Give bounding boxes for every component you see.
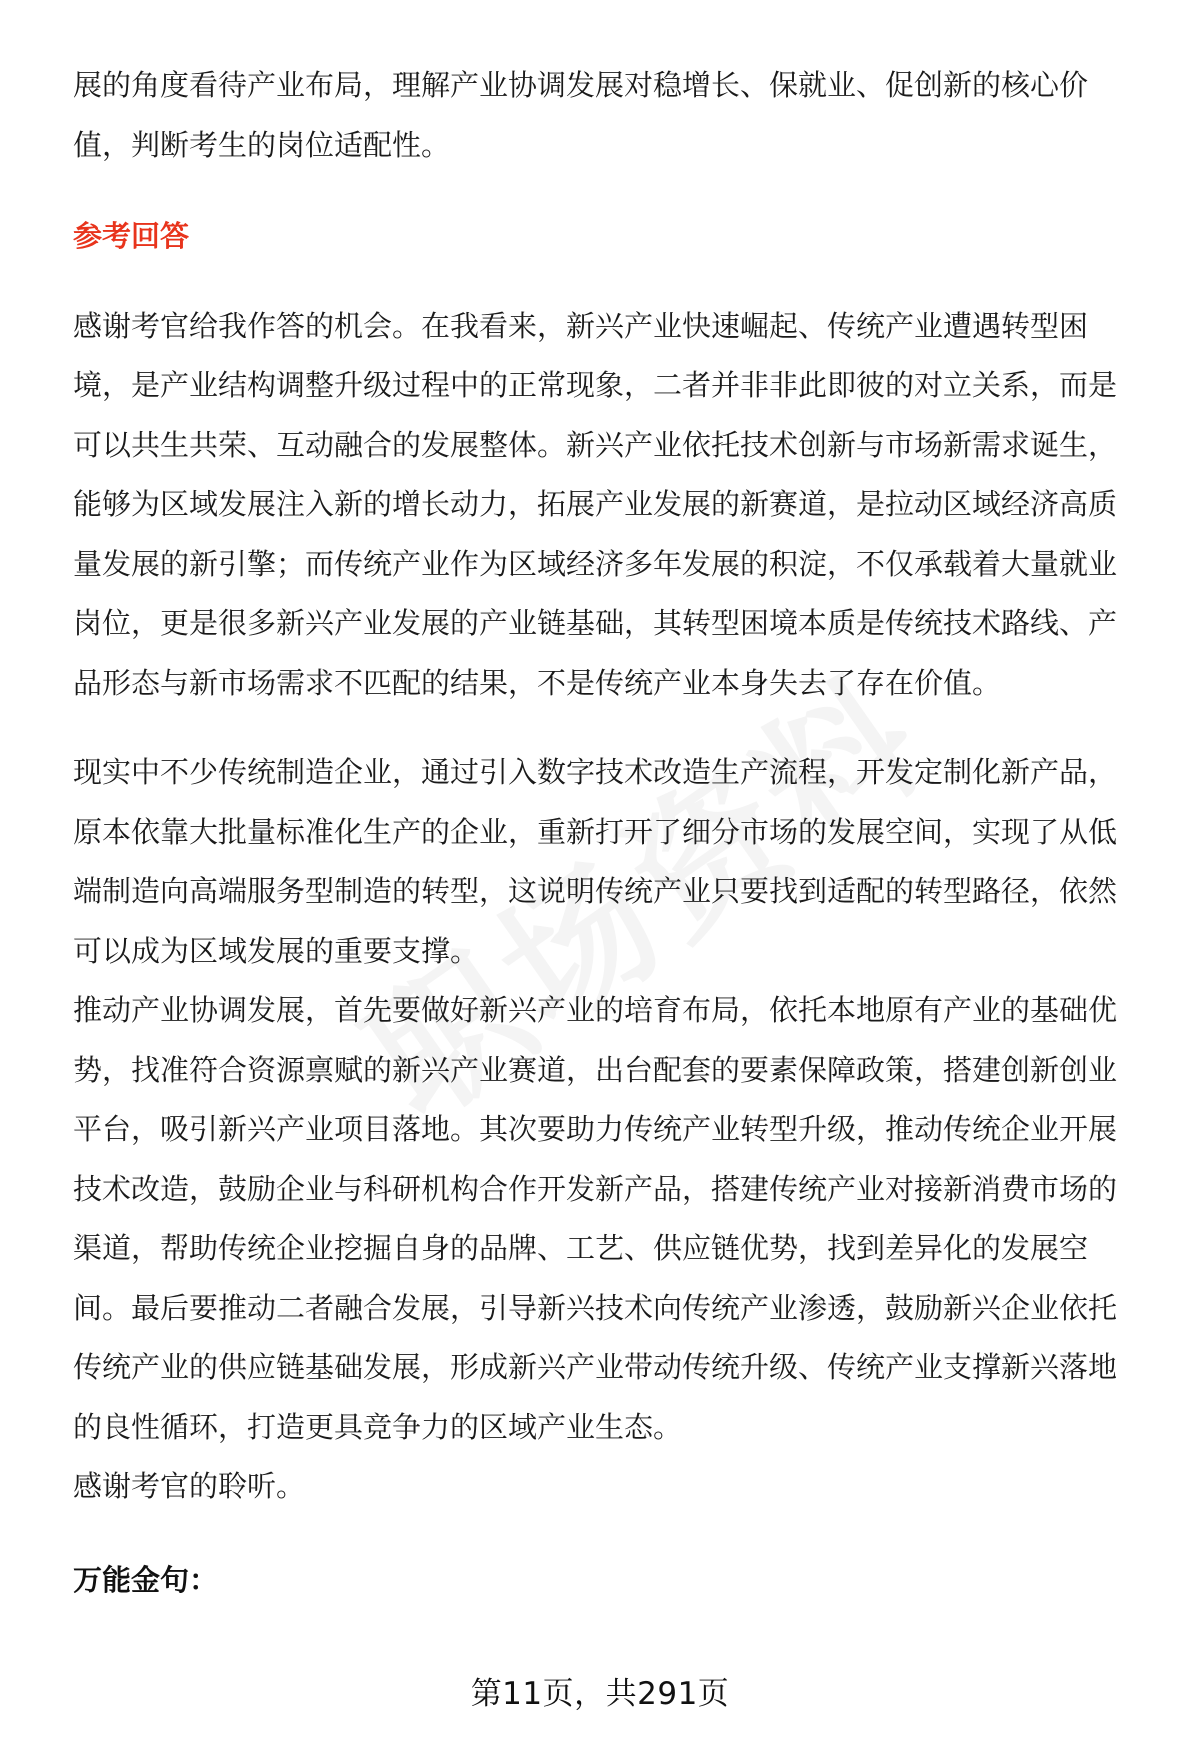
text-line: 原本依靠大批量标准化生产的企业，重新打开了细分市场的发展空间，实现了从低 bbox=[73, 814, 1118, 849]
text-line: 传统产业的供应链基础发展，形成新兴产业带动传统升级、传统产业支撑新兴落地 bbox=[73, 1350, 1118, 1384]
text-line: 可以成为区域发展的重要支撑。 bbox=[73, 933, 480, 968]
answer-paragraph-2 bbox=[73, 743, 1145, 981]
text-line: 岗位，更是很多新兴产业发展的产业链基础，其转型困境本质是传统技术路线、产 bbox=[73, 606, 1118, 640]
text-line: 境，是产业结构调整升级过程中的正常现象，二者并非非此即彼的对立关系，而是 bbox=[73, 368, 1118, 402]
golden-sentences-heading: 万能金句： bbox=[73, 1562, 219, 1597]
reference-answer-heading: 参考回答 bbox=[73, 219, 190, 253]
answer-paragraph-3 bbox=[73, 981, 1145, 1457]
closing-line bbox=[73, 1457, 1145, 1517]
text-line: 的良性循环，打造更具竞争力的区域产业生态。 bbox=[73, 1409, 683, 1444]
text-line: 技术改造，鼓励企业与科研机构合作开发新产品，搭建传统产业对接新消费市场的 bbox=[73, 1171, 1118, 1206]
text-line: 平台，吸引新兴产业项目落地。其次要助力传统产业转型升级，推动传统企业开展 bbox=[73, 1112, 1118, 1146]
text-line: 可以共生共荣、互动融合的发展整体。新兴产业依托技术创新与市场新需求诞生， bbox=[73, 427, 1118, 462]
page-number-footer: 第11页，共291页 bbox=[470, 1676, 730, 1712]
text-line: 端制造向高端服务型制造的转型，这说明传统产业只要找到适配的转型路径，依然 bbox=[73, 874, 1118, 908]
text-line: 间。最后要推动二者融合发展，引导新兴技术向传统产业渗透，鼓励新兴企业依托 bbox=[73, 1290, 1118, 1325]
text-line: 量发展的新引擎；而传统产业作为区域经济多年发展的积淀，不仅承载着大量就业 bbox=[73, 546, 1118, 581]
text-line: 推动产业协调发展，首先要做好新兴产业的培育布局，依托本地原有产业的基础优 bbox=[73, 993, 1118, 1027]
text-line: 展的角度看待产业布局，理解产业协调发展对稳增长、保就业、促创新的核心价 bbox=[73, 68, 1089, 102]
text-line: 感谢考官的聆听。 bbox=[73, 1469, 306, 1503]
text-line: 现实中不少传统制造企业，通过引入数字技术改造生产流程，开发定制化新产品， bbox=[73, 755, 1118, 789]
page-content bbox=[73, 56, 1145, 1610]
intro-paragraph bbox=[73, 56, 1145, 175]
text-line: 品形态与新市场需求不匹配的结果，不是传统产业本身失去了存在价值。 bbox=[73, 665, 1002, 700]
text-line: 感谢考官给我作答的机会。在我看来，新兴产业快速崛起、传统产业遭遇转型困 bbox=[73, 308, 1089, 343]
text-line: 能够为区域发展注入新的增长动力，拓展产业发展的新赛道，是拉动区域经济高质 bbox=[73, 487, 1118, 521]
text-line: 值，判断考生的岗位适配性。 bbox=[73, 127, 451, 162]
answer-paragraph-1 bbox=[73, 297, 1145, 714]
text-line: 渠道，帮助传统企业挖掘自身的品牌、工艺、供应链优势，找到差异化的发展空 bbox=[73, 1231, 1089, 1265]
text-line: 势，找准符合资源禀赋的新兴产业赛道，出台配套的要素保障政策，搭建创新创业 bbox=[73, 1052, 1118, 1087]
